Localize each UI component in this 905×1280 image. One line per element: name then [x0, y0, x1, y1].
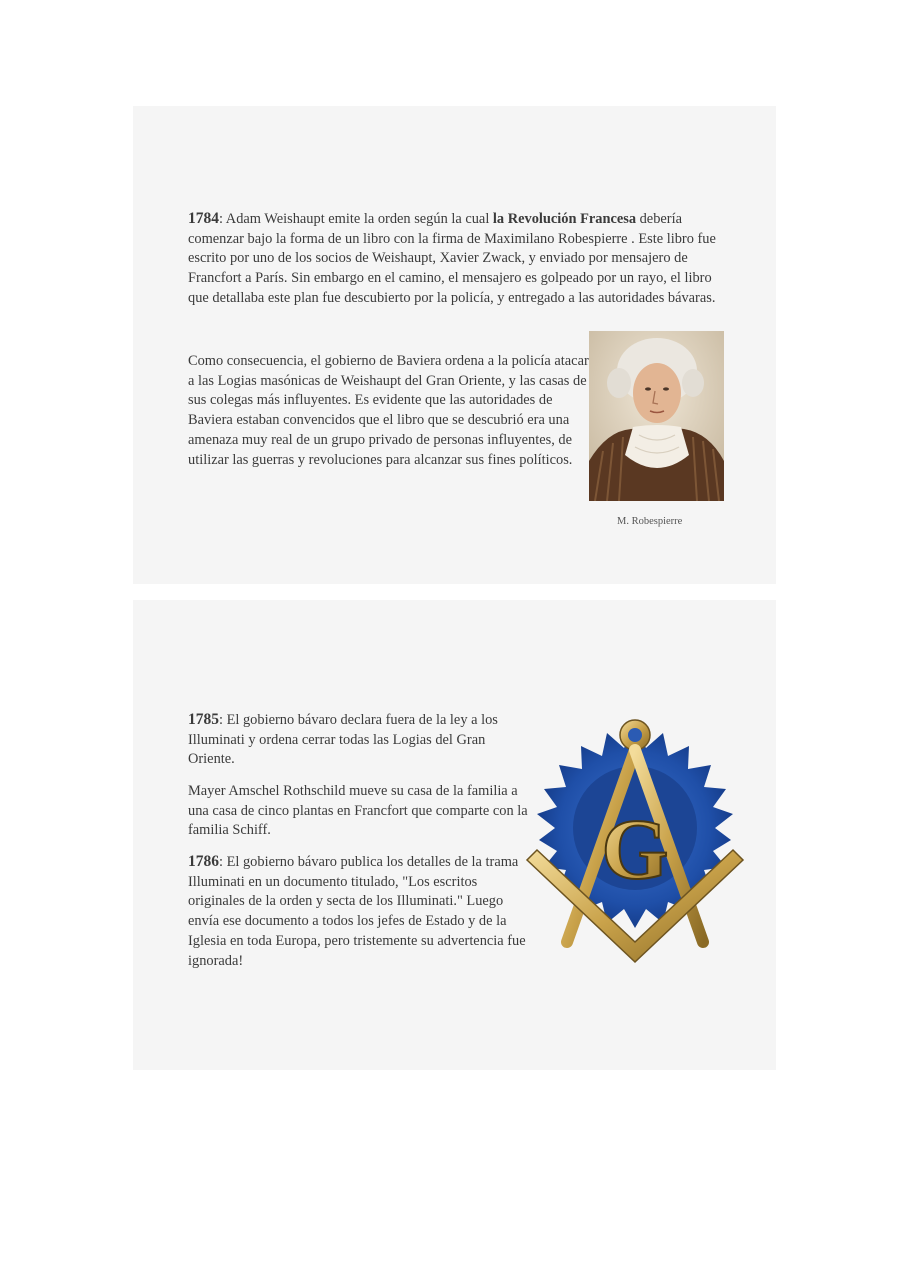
- robespierre-portrait: [589, 331, 724, 501]
- year-label: 1786: [188, 853, 219, 870]
- paragraph-consequence: Como consecuencia, el gobierno de Baviera ordena a la policía atacar a las Logias masónicas de Weishaupt del Gran Oriente, y las casas de sus colegas más influyentes. Es evidente que las autoridades de Baviera estaban convencidos que el libro que se descubrió era una amenaza muy real de un grupo privado de personas influyentes, de utilizar las guerras y revoluciones para alcanzar sus fines políticos.: [188, 353, 589, 468]
- portrait-caption: M. Robespierre: [617, 516, 683, 527]
- paragraph-1786: [188, 852, 528, 971]
- paragraph-1785: [188, 710, 528, 770]
- square-and-compass-emblem: [507, 710, 763, 968]
- paragraph-text: debería comenzar bajo la forma de un libro con la firma de Maximilano Robespierre . Este libro fue escrito por uno de los socios de Weishaupt, Xavier Zwack, y enviado por mensajero de Francfort a París. Sin embargo en el camino, el mensajero es golpeado por un rayo, el libro que detallaba este plan fue descubierto por la policía, y entregado a las autoridades bávaras.: [188, 211, 716, 306]
- emblem-letter-g: G: [601, 801, 669, 897]
- paragraph-text: : El gobierno bávaro declara fuera de la ley a los Illuminati y ordena cerrar todas las Logias del Gran Oriente.: [188, 712, 498, 768]
- slide-1785: [133, 600, 776, 1070]
- year-label: 1785: [188, 711, 219, 728]
- slide-1784: [133, 106, 776, 584]
- paragraph-1784: [188, 209, 733, 309]
- paragraph-rothschild: Mayer Amschel Rothschild mueve su casa de la familia a una casa de cinco plantas en Francfort que comparte con la familia Schiff.: [188, 783, 528, 839]
- paragraph-text: : El gobierno bávaro publica los detalles de la trama Illuminati en un documento titulado, "Los escritos originales de la orden y secta de los Illuminati." Luego envía ese documento a todos los jefes de Estado y de la Iglesia en toda Europa, pero tristemente su advertencia fue ignorada!: [188, 854, 526, 969]
- paragraph-text: : Adam Weishaupt emite la orden según la cual: [219, 211, 493, 227]
- year-label: 1784: [188, 210, 219, 227]
- bold-phrase: la Revolución Francesa: [492, 211, 637, 227]
